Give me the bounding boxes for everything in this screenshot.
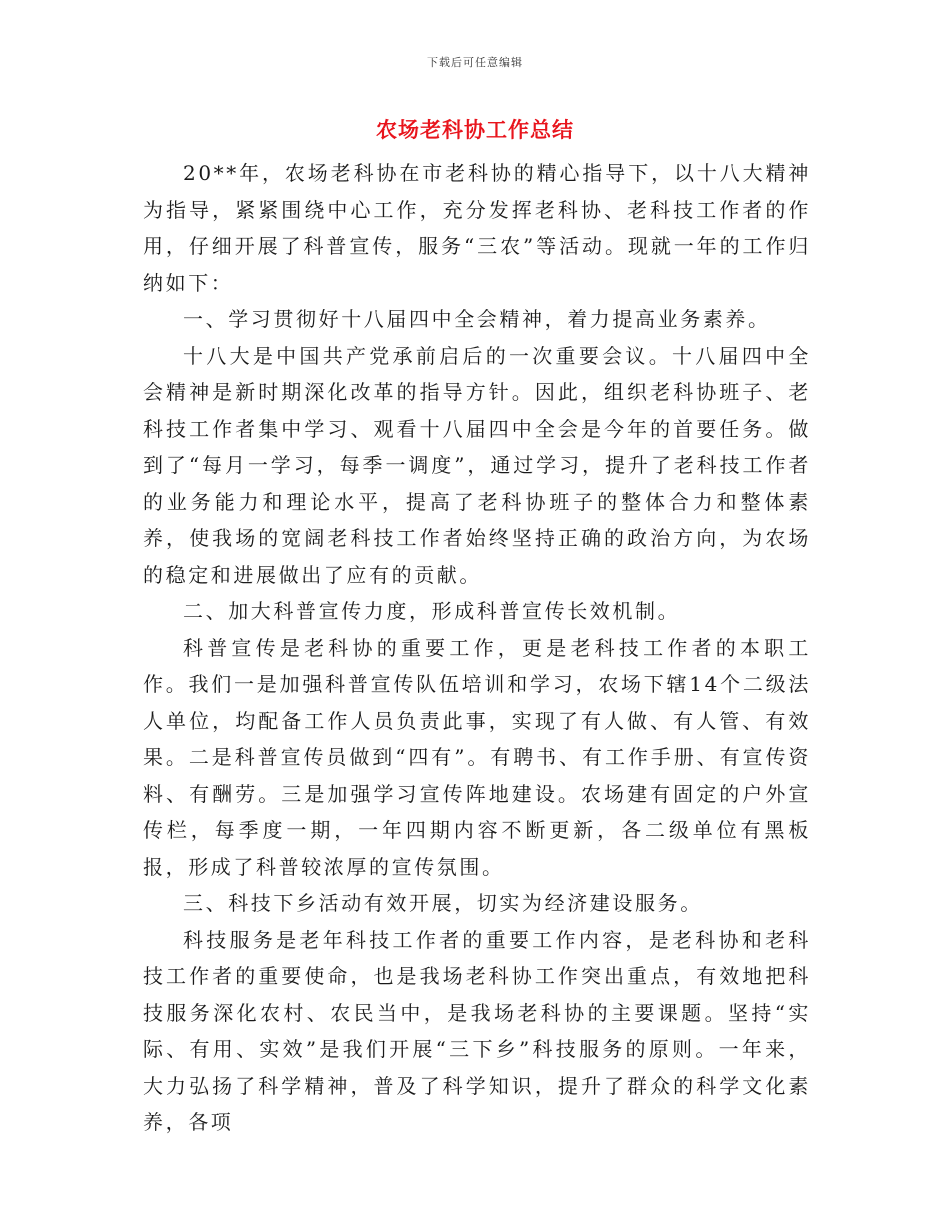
paragraph-section-3: 科技服务是老年科技工作者的重要工作内容，是老科协和老科技工作者的重要使命，也是我场老科协工作突出重点，有效地把科技服务深化农村、农民当中，是我场老科协的主要课题。坚持“实际、有用、实效”是我们开展“三下乡”科技服务的原则。一年来，大力弘扬了科学精神，普及了科学知识，提升了群众的科学文化素养，各项 [143, 927, 811, 1134]
paragraph-section-1: 十八大是中国共产党承前启后的一次重要会议。十八届四中全会精神是新时期深化改革的指导方针。因此，组织老科协班子、老科技工作者集中学习、观看十八届四中全会是今年的首要任务。做到了“每月一学习，每季一调度”，通过学习，提升了老科技工作者的业务能力和理论水平，提高了老科协班子的整体合力和整体素养，使我场的宽阔老科技工作者始终坚持正确的政治方向，为农场的稳定和进展做出了应有的贡献。 [143, 343, 811, 587]
section-heading-3: 三、科技下乡活动有效开展，切实为经济建设服务。 [183, 891, 703, 915]
paragraph-section-2: 科普宣传是老科协的重要工作，更是老科技工作者的本职工作。我们一是加强科普宣传队伍培训和学习，农场下辖14个二级法人单位，均配备工作人员负责此事，实现了有人做、有人管、有效果。二是科普宣传员做到“四有”。有聘书、有工作手册、有宣传资料、有酬劳。三是加强学习宣传阵地建设。农场建有固定的户外宣传栏，每季度一期，一年四期内容不断更新，各二级单位有黑板报，形成了科普较浓厚的宣传氛围。 [143, 635, 811, 879]
page-header-note: 下载后可任意编辑 [427, 56, 523, 69]
paragraph-intro: 20**年，农场老科协在市老科协的精心指导下，以十八大精神为指导，紧紧围绕中心工作，充分发挥老科协、老科技工作者的作用，仔细开展了科普宣传，服务“三农”等活动。现就一年的工作归纳如下： [143, 161, 811, 295]
section-heading-2: 二、加大科普宣传力度，形成科普宣传长效机制。 [183, 599, 681, 623]
section-heading-1: 一、学习贯彻好十八届四中全会精神，着力提高业务素养。 [183, 307, 771, 331]
document-title: 农场老科协工作总结 [376, 117, 574, 142]
document-body [143, 155, 811, 1141]
